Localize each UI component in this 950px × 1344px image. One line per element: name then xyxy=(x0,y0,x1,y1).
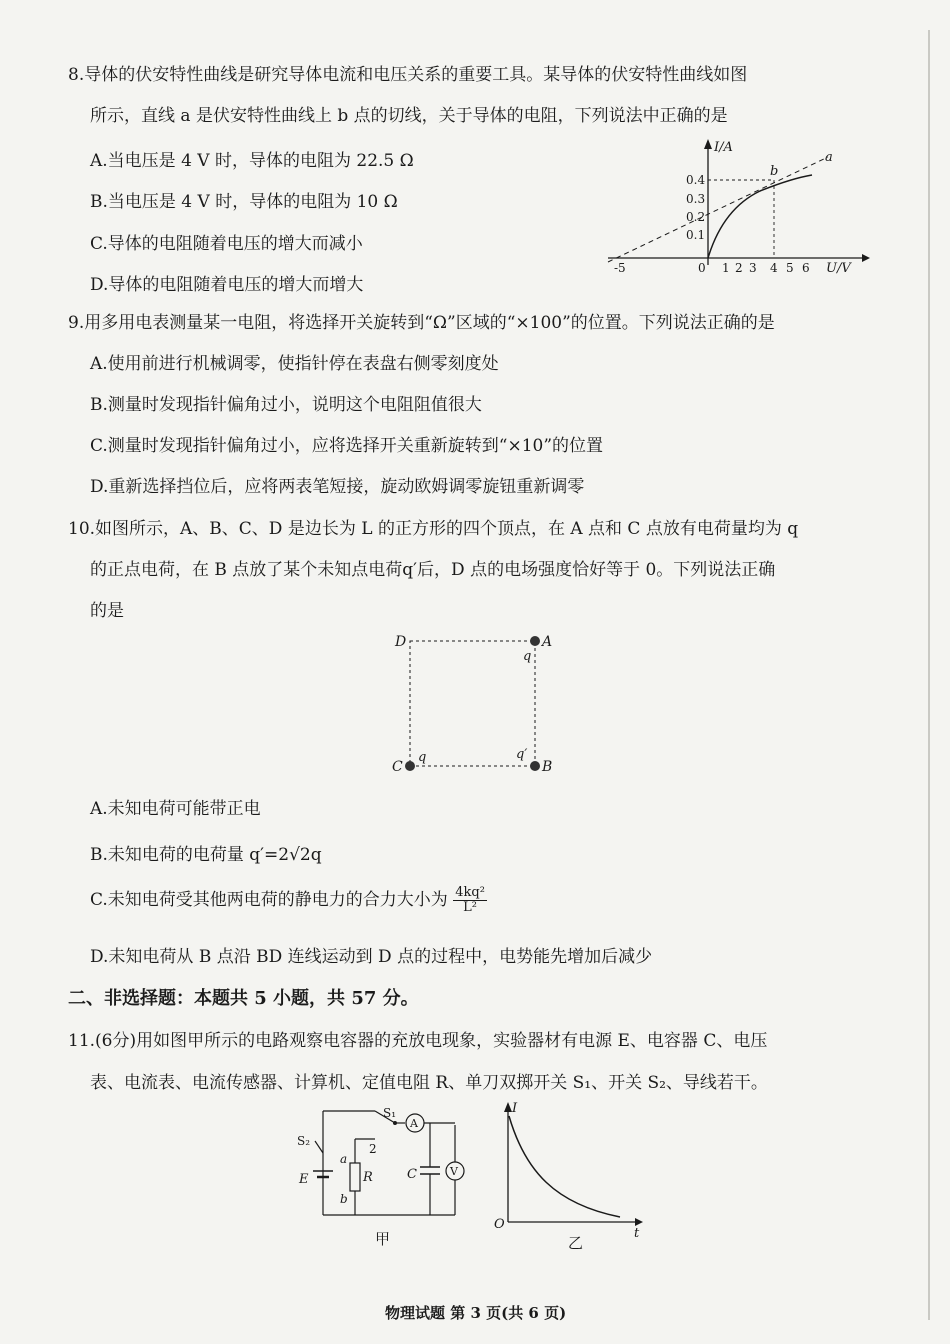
page-footer: 物理试题 第 3 页(共 6 页) xyxy=(385,1304,567,1322)
q10-stem-line2: 的正点电荷，在 B 点放了某个未知点电荷q′后，D 点的电场强度恰好等于 0。下列说法正确 xyxy=(90,560,776,580)
y-axis-arrow xyxy=(704,139,712,149)
q8-option-b: B.当电压是 4 V 时，导体的电阻为 10 Ω xyxy=(90,192,398,212)
charge-a-dot xyxy=(530,636,540,646)
y-tick-02: 0.2 xyxy=(686,210,706,224)
node-b-label: b xyxy=(340,1192,348,1206)
q10-option-c-fraction xyxy=(453,886,487,915)
origin-label: 0 xyxy=(698,261,706,275)
q8-option-d: D.导体的电阻随着电压的增大而增大 xyxy=(90,275,364,295)
resistor-r xyxy=(350,1163,360,1191)
q10-stem-line3: 的是 xyxy=(90,601,124,621)
i-axis-label: I xyxy=(512,1101,518,1116)
q8-iu-graph xyxy=(600,135,870,275)
q9-option-a: A.使用前进行机械调零，使指针停在表盘右侧零刻度处 xyxy=(90,354,499,374)
it-graph-caption: 乙 xyxy=(568,1234,584,1252)
x-axis-arrow xyxy=(862,254,870,262)
x-tick-neg5: -5 xyxy=(614,261,626,275)
vertex-b-label: B xyxy=(542,759,553,775)
s1-label: S₁ xyxy=(383,1106,397,1120)
charge-c-dot xyxy=(405,761,415,771)
t-axis-label: t xyxy=(634,1226,640,1241)
source-e-label: E xyxy=(299,1172,309,1187)
x-tick-2: 2 xyxy=(735,261,743,275)
s2-label: S₂ xyxy=(297,1134,311,1148)
q9-option-c: C.测量时发现指针偏角过小，应将选择开关重新旋转到“×10”的位置 xyxy=(90,436,604,456)
q11-stem-line2: 表、电流表、电流传感器、计算机、定值电阻 R、单刀双掷开关 S₁、开关 S₂、导线若干。 xyxy=(90,1073,768,1093)
iu-curve xyxy=(708,175,812,258)
page-binding-edge xyxy=(928,30,930,1320)
q8-stem-line2: 所示，直线 a 是伏安特性曲线上 b 点的切线，关于导体的电阻，下列说法中正确的是 xyxy=(90,106,728,126)
s2-blade xyxy=(315,1141,323,1153)
q10-square-figure xyxy=(390,628,560,778)
q10-option-a: A.未知电荷可能带正电 xyxy=(90,799,261,819)
vertex-a-label: A xyxy=(542,634,553,650)
circuit-caption: 甲 xyxy=(375,1230,391,1248)
q9-stem: 9.用多用电表测量某一电阻，将选择开关旋转到“Ω”区域的“×100”的位置。下列说法正确的是 xyxy=(68,313,775,333)
q11-stem-line1: 11.(6分)用如图甲所示的电路观察电容器的充放电现象，实验器材有电源 E、电容器 C、电压 xyxy=(68,1031,768,1051)
i-axis-arrow xyxy=(504,1102,512,1112)
ammeter-label: A xyxy=(410,1117,418,1130)
node-a-label: a xyxy=(340,1152,348,1166)
fraction-numerator: 4kq² xyxy=(455,885,485,900)
q11-circuit-diagram xyxy=(295,1103,475,1253)
x-tick-6: 6 xyxy=(802,261,810,275)
x-tick-4: 4 xyxy=(770,261,778,275)
q8-stem-line1: 8.导体的伏安特性曲线是研究导体电流和电压关系的重要工具。某导体的伏安特性曲线如图 xyxy=(68,65,748,85)
fraction-denominator: L² xyxy=(463,900,477,915)
capacitor-c-label: C xyxy=(407,1167,417,1182)
y-tick-03: 0.3 xyxy=(686,192,706,206)
q10-option-c xyxy=(90,885,487,915)
y-tick-04: 0.4 xyxy=(686,173,706,187)
t-axis-arrow xyxy=(635,1218,643,1226)
y-axis-label: I/A xyxy=(714,140,733,155)
q10-option-b: B.未知电荷的电荷量 q′=2√2q xyxy=(90,845,322,865)
q10-stem-line1: 10.如图所示，A、B、C、D 是边长为 L 的正方形的四个顶点，在 A 点和 C 点放有电荷量均为 q xyxy=(68,519,799,539)
q8-option-a: A.当电压是 4 V 时，导体的电阻为 22.5 Ω xyxy=(90,151,414,171)
q8-option-c: C.导体的电阻随着电压的增大而减小 xyxy=(90,234,363,254)
x-tick-1: 1 xyxy=(722,261,730,275)
q9-option-b: B.测量时发现指针偏角过小，说明这个电阻阻值很大 xyxy=(90,395,482,415)
origin-o-label: O xyxy=(494,1217,505,1232)
charge-a-label: q xyxy=(523,649,532,664)
vertex-c-label: C xyxy=(392,759,403,775)
section-2-heading: 二、非选择题：本题共 5 小题，共 57 分。 xyxy=(68,988,419,1009)
q9-option-d: D.重新选择挡位后，应将两表笔短接，旋动欧姆调零旋钮重新调零 xyxy=(90,477,585,497)
switch-pos-2-label: 2 xyxy=(369,1142,377,1156)
charge-c-label: q xyxy=(418,750,427,765)
y-tick-01: 0.1 xyxy=(686,228,706,242)
line-a-label: a xyxy=(825,150,833,165)
vertex-d-label: D xyxy=(395,634,407,650)
x-axis-label: U/V xyxy=(826,261,851,276)
charge-b-dot xyxy=(530,761,540,771)
x-tick-3: 3 xyxy=(749,261,757,275)
tangent-line-a xyxy=(608,157,828,262)
resistor-r-label: R xyxy=(363,1170,373,1185)
discharge-curve xyxy=(509,1116,620,1217)
charge-b-label: q′ xyxy=(516,747,528,762)
voltmeter-label: V xyxy=(450,1165,458,1178)
q11-it-graph xyxy=(490,1096,650,1251)
point-b-label: b xyxy=(770,164,779,179)
q10-option-d: D.未知电荷从 B 点沿 BD 连线运动到 D 点的过程中，电势能先增加后减少 xyxy=(90,947,653,967)
x-tick-5: 5 xyxy=(786,261,794,275)
q10-option-c-text: C.未知电荷受其他两电荷的静电力的合力大小为 xyxy=(90,890,448,910)
